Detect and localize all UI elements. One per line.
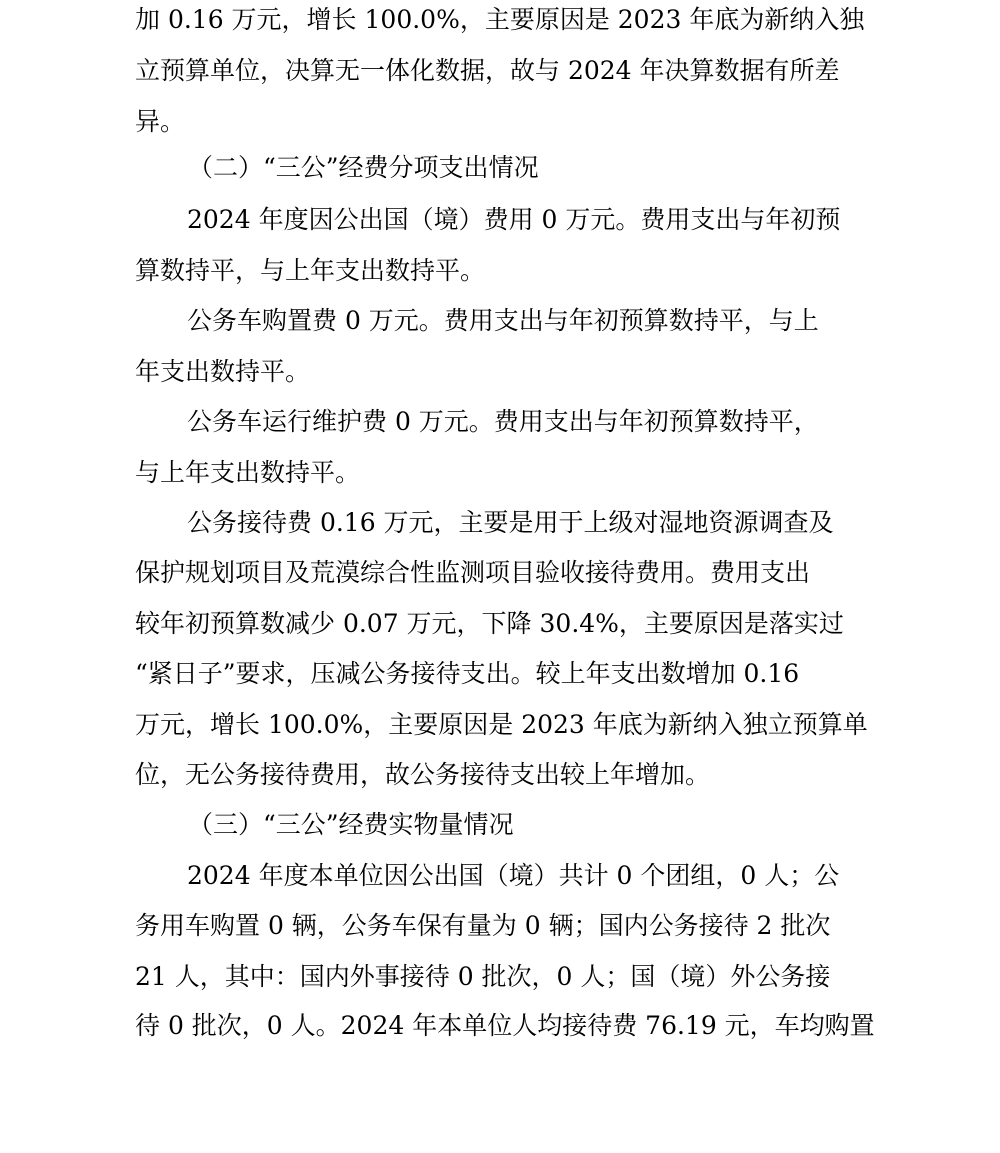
text-line (0, 396, 1000, 447)
text-line-content: 与上年支出数持平。 (135, 458, 361, 487)
text-line (0, 900, 1000, 951)
text-line-content: 2024 年度本单位因公出国（境）共计 0 个团组，0 人；公 (187, 861, 840, 890)
text-line (0, 96, 1000, 147)
text-line (0, 194, 1000, 245)
text-line (0, 295, 1000, 346)
text-line-content: 算数持平，与上年支出数持平。 (135, 256, 486, 285)
text-line-content: 立预算单位，决算无一体化数据，故与 2024 年决算数据有所差 (135, 56, 840, 85)
text-line (0, 447, 1000, 498)
text-line-content: 待 0 批次，0 人。2024 年本单位人均接待费 76.19 元，车均购置 (135, 1011, 875, 1040)
text-line-content: 公务车购置费 0 万元。费用支出与年初预算数持平，与上 (187, 306, 819, 335)
text-line (0, 749, 1000, 800)
text-line-content: “紧日子”要求，压减公务接待支出。较上年支出数增加 0.16 (135, 659, 800, 688)
text-line-content: 异。 (135, 107, 186, 136)
text-line (0, 648, 1000, 699)
text-line-content: 21 人，其中：国内外事接待 0 批次，0 人；国（境）外公务接 (135, 962, 831, 991)
section-heading (0, 142, 1000, 193)
text-line (0, 699, 1000, 750)
text-line (0, 547, 1000, 598)
text-line (0, 850, 1000, 901)
text-line (0, 1000, 1000, 1051)
text-line (0, 0, 1000, 45)
section-heading (0, 799, 1000, 850)
text-line-content: 位，无公务接待费用，故公务接待支出较上年增加。 (135, 760, 711, 789)
text-line-content: 万元，增长 100.0%，主要原因是 2023 年底为新纳入独立预算单 (135, 710, 868, 739)
text-line (0, 951, 1000, 1002)
text-line (0, 45, 1000, 96)
text-line-content: 2024 年度因公出国（境）费用 0 万元。费用支出与年初预 (187, 205, 841, 234)
text-line-content: 较年初预算数减少 0.07 万元，下降 30.4%，主要原因是落实过 (135, 609, 844, 638)
text-line-content: 年支出数持平。 (135, 357, 311, 386)
section-heading-text: （三）“三公”经费实物量情况 (188, 810, 514, 839)
text-line-content: 公务车运行维护费 0 万元。费用支出与年初预算数持平， (187, 407, 819, 436)
text-line-content: 公务接待费 0.16 万元，主要是用于上级对湿地资源调查及 (187, 508, 834, 537)
text-line (0, 598, 1000, 649)
text-line-content: 加 0.16 万元，增长 100.0%，主要原因是 2023 年底为新纳入独 (135, 5, 865, 34)
text-line-content: 务用车购置 0 辆，公务车保有量为 0 辆；国内公务接待 2 批次 (135, 911, 831, 940)
text-line (0, 346, 1000, 397)
section-heading-text: （二）“三公”经费分项支出情况 (188, 153, 539, 182)
text-line (0, 245, 1000, 296)
text-line-content: 保护规划项目及荒漠综合性监测项目验收接待费用。费用支出 (135, 558, 811, 587)
text-line (0, 497, 1000, 548)
